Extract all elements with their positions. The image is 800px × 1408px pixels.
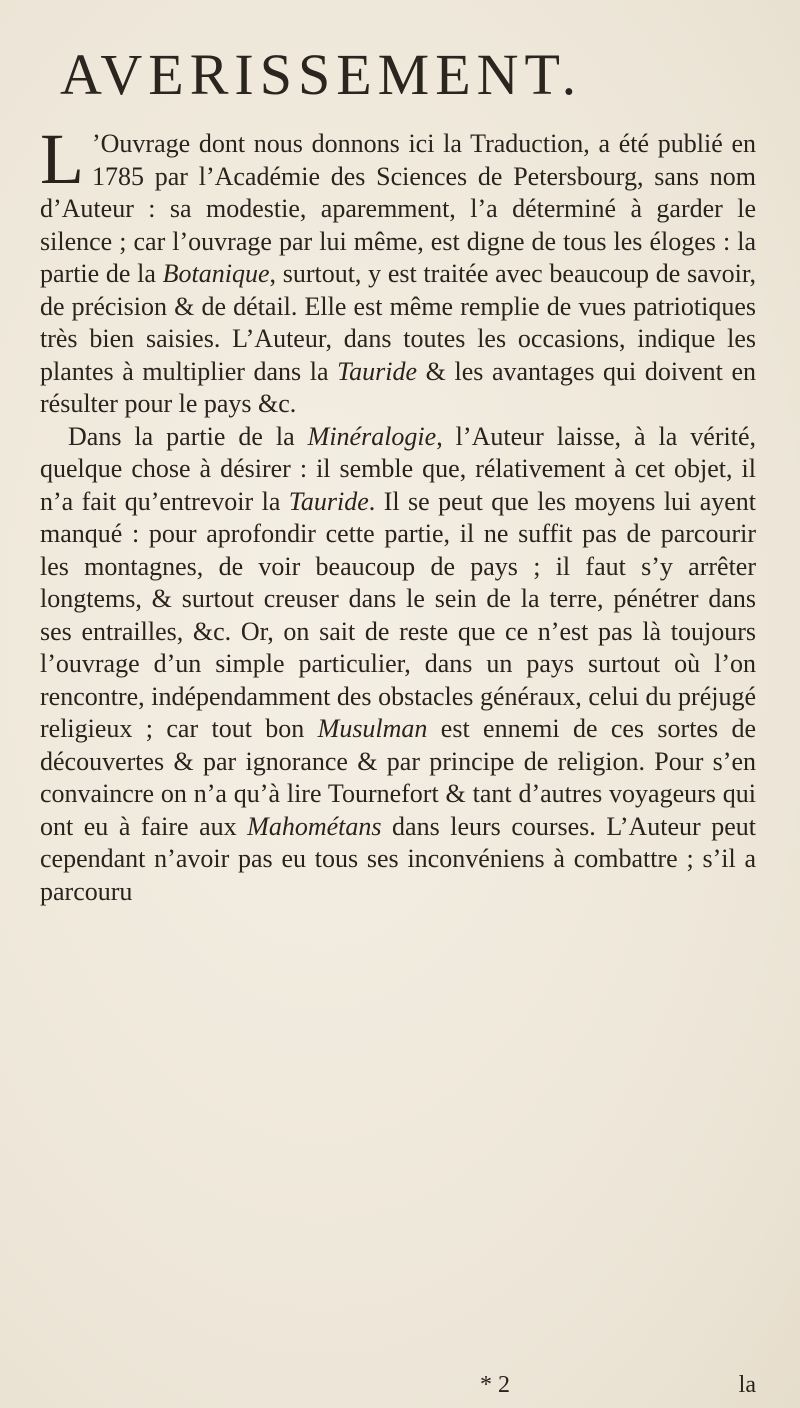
body-text — [40, 119, 756, 908]
italic-mahometans: Mahométans — [247, 811, 382, 841]
paragraph-1 — [40, 119, 756, 421]
catchword: la — [738, 1372, 756, 1398]
page-title: AVERISSEMENT. — [60, 42, 583, 107]
italic-tauride: Tauride — [337, 356, 418, 386]
paragraph-2-text-d: est ennemi de ces sortes de découvertes & par ignorance & par principe de religion. Pour s’en convaincre on n’a qu’à lire Tournefort & tant d’autres voyageurs qui ont eu à faire aux — [40, 714, 756, 841]
paragraph-2-text-e: dans leurs courses. L’Auteur peut cependant n’avoir pas eu tous ses inconvéniens à combattre ; s’il a parcouru — [40, 811, 756, 906]
italic-botanique: Botanique — [162, 259, 270, 288]
paragraph-1-text-b: , surtout, y est traitée avec beaucoup de savoir, de précision & de détail. Elle est même remplie de vues patriotiques très bien saisies. L’Auteur, dans toutes les occasions, indique les plantes à multiplier dans la — [40, 259, 756, 386]
paragraph-2-text-c: . Il se peut que les moyens lui ayent manqué : pour aprofondir cette partie, il ne suffit pas de parcourir les montagnes, de voir beaucoup de pays ; il faut s’y arrêter longtems, & surtout creuser dans le sein de la terre, pénétrer dans ses entrailles, &c. Or, on sait de reste que ce n’est pas là toujours l’ouvrage d’un simple particulier, dans un pays surtout où l’on rencontre, indépendamment des obstacles généraux, celui du préjugé religieux ; car tout bon — [40, 486, 756, 743]
paragraph-1-text-a: ’Ouvrage dont nous donnons ici la Traduction, a été publié en 1785 par l’Académie des Sciences de Petersbourg, sans nom d’Auteur : sa modestie, aparemment, l’a déterminé à garder le silence ; car l’ouvrage par lui même, est digne de tous les éloges : la partie de la — [40, 129, 756, 288]
paragraph-2-text-a: Dans la partie de la — [68, 421, 308, 451]
drop-cap: L — [40, 119, 84, 199]
paragraph-2 — [40, 421, 756, 909]
italic-musulman: Musulman — [317, 714, 428, 743]
paragraph-2-text-b: , l’Auteur laisse, à la vérité, quelque chose à désirer : il semble que, rélativement à cet objet, il n’a fait qu’entrevoir la — [40, 421, 756, 516]
paragraph-1-text-c: & les avantages qui doivent en résulter pour le pays &c. — [40, 356, 756, 418]
italic-mineralogie: Minéralogie — [307, 421, 437, 451]
page-footer — [40, 1372, 756, 1402]
signature-mark: * 2 — [480, 1372, 510, 1398]
italic-tauride-2: Tauride — [288, 486, 369, 516]
